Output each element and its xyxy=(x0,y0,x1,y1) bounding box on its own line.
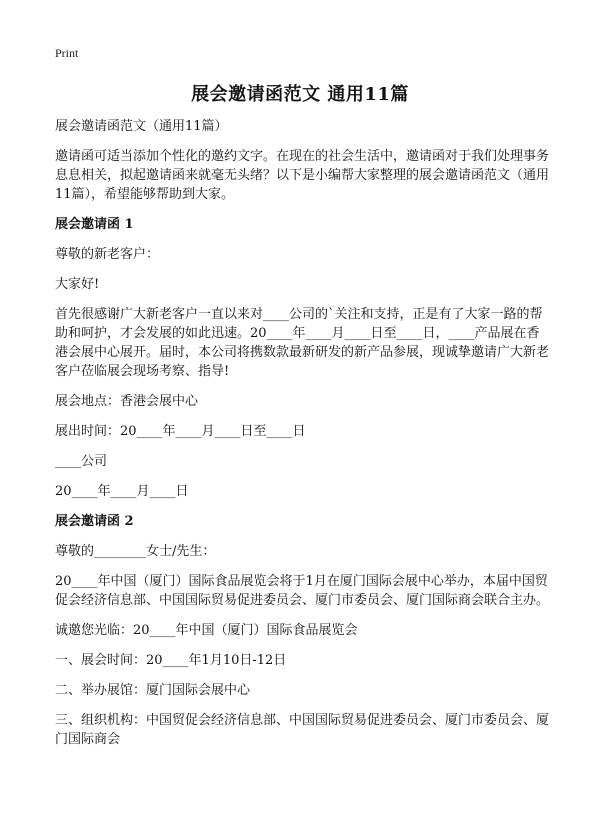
section-2-invite: 诚邀您光临：20____年中国（厦门）国际食品展览会 xyxy=(55,623,358,638)
section-1-heading: 展会邀请函 1 xyxy=(55,217,134,232)
section-1-hello: 大家好! xyxy=(55,277,100,292)
section-1-time: 展出时间：20____年____月____日至____日 xyxy=(55,424,306,439)
doc-subtitle: 展会邀请函范文（通用11篇） xyxy=(55,119,228,134)
section-2-body: 20____年中国（厦门）国际食品展览会将于1月在厦门国际会展中心举办，本届中国贸促会经济信息部、中国国际贸易促进委员会、厦门市委员会、厦门国际商会联合主办。 xyxy=(55,574,550,608)
doc-intro: 邀请函可适当添加个性化的邀约文字。在现在的社会生活中，邀请函对于我们处理事务息息相关，拟起邀请函来就毫无头绪？以下是小编帮大家整理的展会邀请函范文（通用11篇），希望能够帮助到大家。 xyxy=(55,149,550,202)
section-2-item-2: 二、举办展馆：厦门国际会展中心 xyxy=(55,683,251,698)
section-1-location: 展会地点：香港会展中心 xyxy=(55,394,199,409)
section-2-item-3: 三、组织机构：中国贸促会经济信息部、中国国际贸易促进委员会、厦门市委员会、厦门国际商会 xyxy=(55,713,550,747)
section-2-item-1: 一、展会时间：20____年1月10日-12日 xyxy=(55,653,287,668)
section-2-heading: 展会邀请函 2 xyxy=(55,514,134,529)
section-1-date: 20____年____月____日 xyxy=(55,484,189,499)
print-label: Print xyxy=(55,46,79,60)
section-1-company: ____公司 xyxy=(55,454,108,469)
section-1-body: 首先很感谢广大新老客户一直以来对____公司的`关注和支持，正是有了大家一路的帮助和呵护，才会发展的如此迅速。20____年____月____日至____日，____产品展在香港会展中心展开。届时，本公司将携数款最新研发的新产品参展，现诚挚邀请广大新老客户莅临展会现场考察、指导! xyxy=(55,307,550,379)
section-1-greeting: 尊敬的新老客户： xyxy=(55,247,160,262)
document-body xyxy=(55,117,550,760)
page-title: 展会邀请函范文 通用11篇 xyxy=(191,84,409,105)
section-2-greeting: 尊敬的________女士/先生： xyxy=(55,544,216,559)
